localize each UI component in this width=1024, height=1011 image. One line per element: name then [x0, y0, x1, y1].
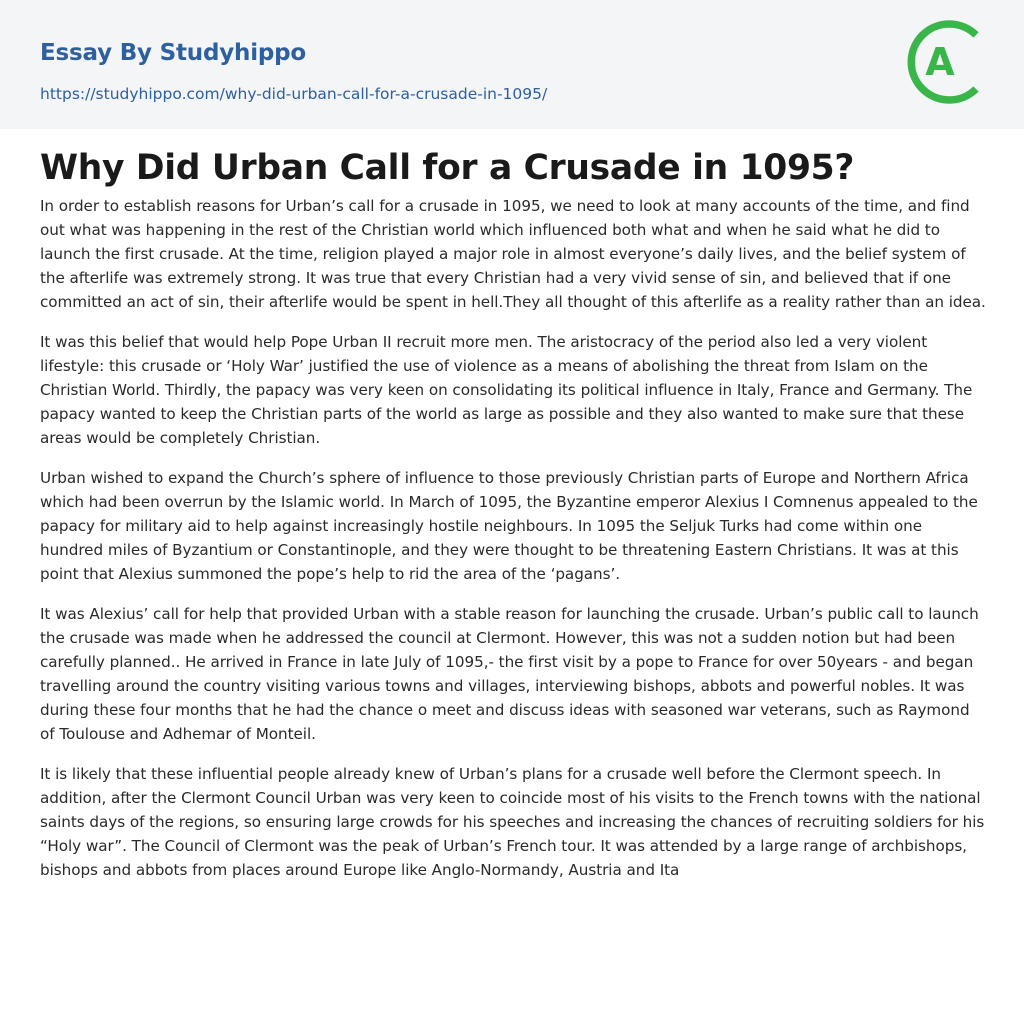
logo-letter: A: [925, 40, 955, 84]
page-url-link[interactable]: https://studyhippo.com/why-did-urban-call-for-a-crusade-in-1095/: [40, 85, 548, 103]
essay-body: [40, 194, 988, 898]
studyhippo-logo-icon[interactable]: [898, 15, 992, 109]
brand-title[interactable]: Essay By Studyhippo: [40, 40, 307, 66]
site-header: [0, 0, 1024, 129]
essay-paragraph: It was Alexius’ call for help that provided Urban with a stable reason for launching the crusade. Urban’s public call to launch the crusade was made when he addressed the council at Clermont. However, this was not a sudden notion but had been carefully planned.. He arrived in France in late July of 1095,- the first visit by a pope to France for over 50years - and began travelling around the country visiting various towns and villages, interviewing bishops, abbots and powerful nobles. It was during these four months that he had the chance o meet and discuss ideas with seasoned war veterans, such as Raymond of Toulouse and Adhemar of Monteil.: [40, 605, 979, 743]
essay-paragraph: In order to establish reasons for Urban’s call for a crusade in 1095, we need to look at many accounts of the time, and find out what was happening in the rest of the Christian world which influenced both what and when he said what he did to launch the first crusade. At the time, religion played a major role in almost everyone’s daily lives, and the belief system of the afterlife was extremely strong. It was true that every Christian had a very vivid sense of sin, and believed that if one committed an act of sin, their afterlife would be spent in hell.They all thought of this afterlife as a reality rather than an idea.: [40, 197, 986, 311]
essay-paragraph: Urban wished to expand the Church’s sphere of influence to those previously Christian parts of Europe and Northern Africa which had been overrun by the Islamic world. In March of 1095, the Byzantine emperor Alexius I Comnenus appealed to the papacy for military aid to help against increasingly hostile neighbours. In 1095 the Seljuk Turks had come within one hundred miles of Byzantium or Constantinople, and they were thought to be threatening Eastern Christians. It was at this point that Alexius summoned the pope’s help to rid the area of the ‘pagans’.: [40, 469, 978, 583]
essay-paragraph: It was this belief that would help Pope Urban II recruit more men. The aristocracy of the period also led a very violent lifestyle: this crusade or ‘Holy War’ justified the use of violence as a means of abolishing the threat from Islam on the Christian World. Thirdly, the papacy was very keen on consolidating its political influence in Italy, France and Germany. The papacy wanted to keep the Christian parts of the world as large as possible and they also wanted to make sure that these areas would be completely Christian.: [40, 333, 973, 447]
page-title: Why Did Urban Call for a Crusade in 1095?: [40, 148, 855, 188]
essay-paragraph: It is likely that these influential people already knew of Urban’s plans for a crusade well before the Clermont speech. In addition, after the Clermont Council Urban was very keen to coincide most of his visits to the French towns with the national saints days of the regions, so ensuring large crowds for his speeches and increasing the chances of recruiting soldiers for his “Holy war”. The Council of Clermont was the peak of Urban’s French tour. It was attended by a large range of archbishops, bishops and abbots from places around Europe like Anglo-Normandy, Austria and Ita: [40, 765, 985, 879]
